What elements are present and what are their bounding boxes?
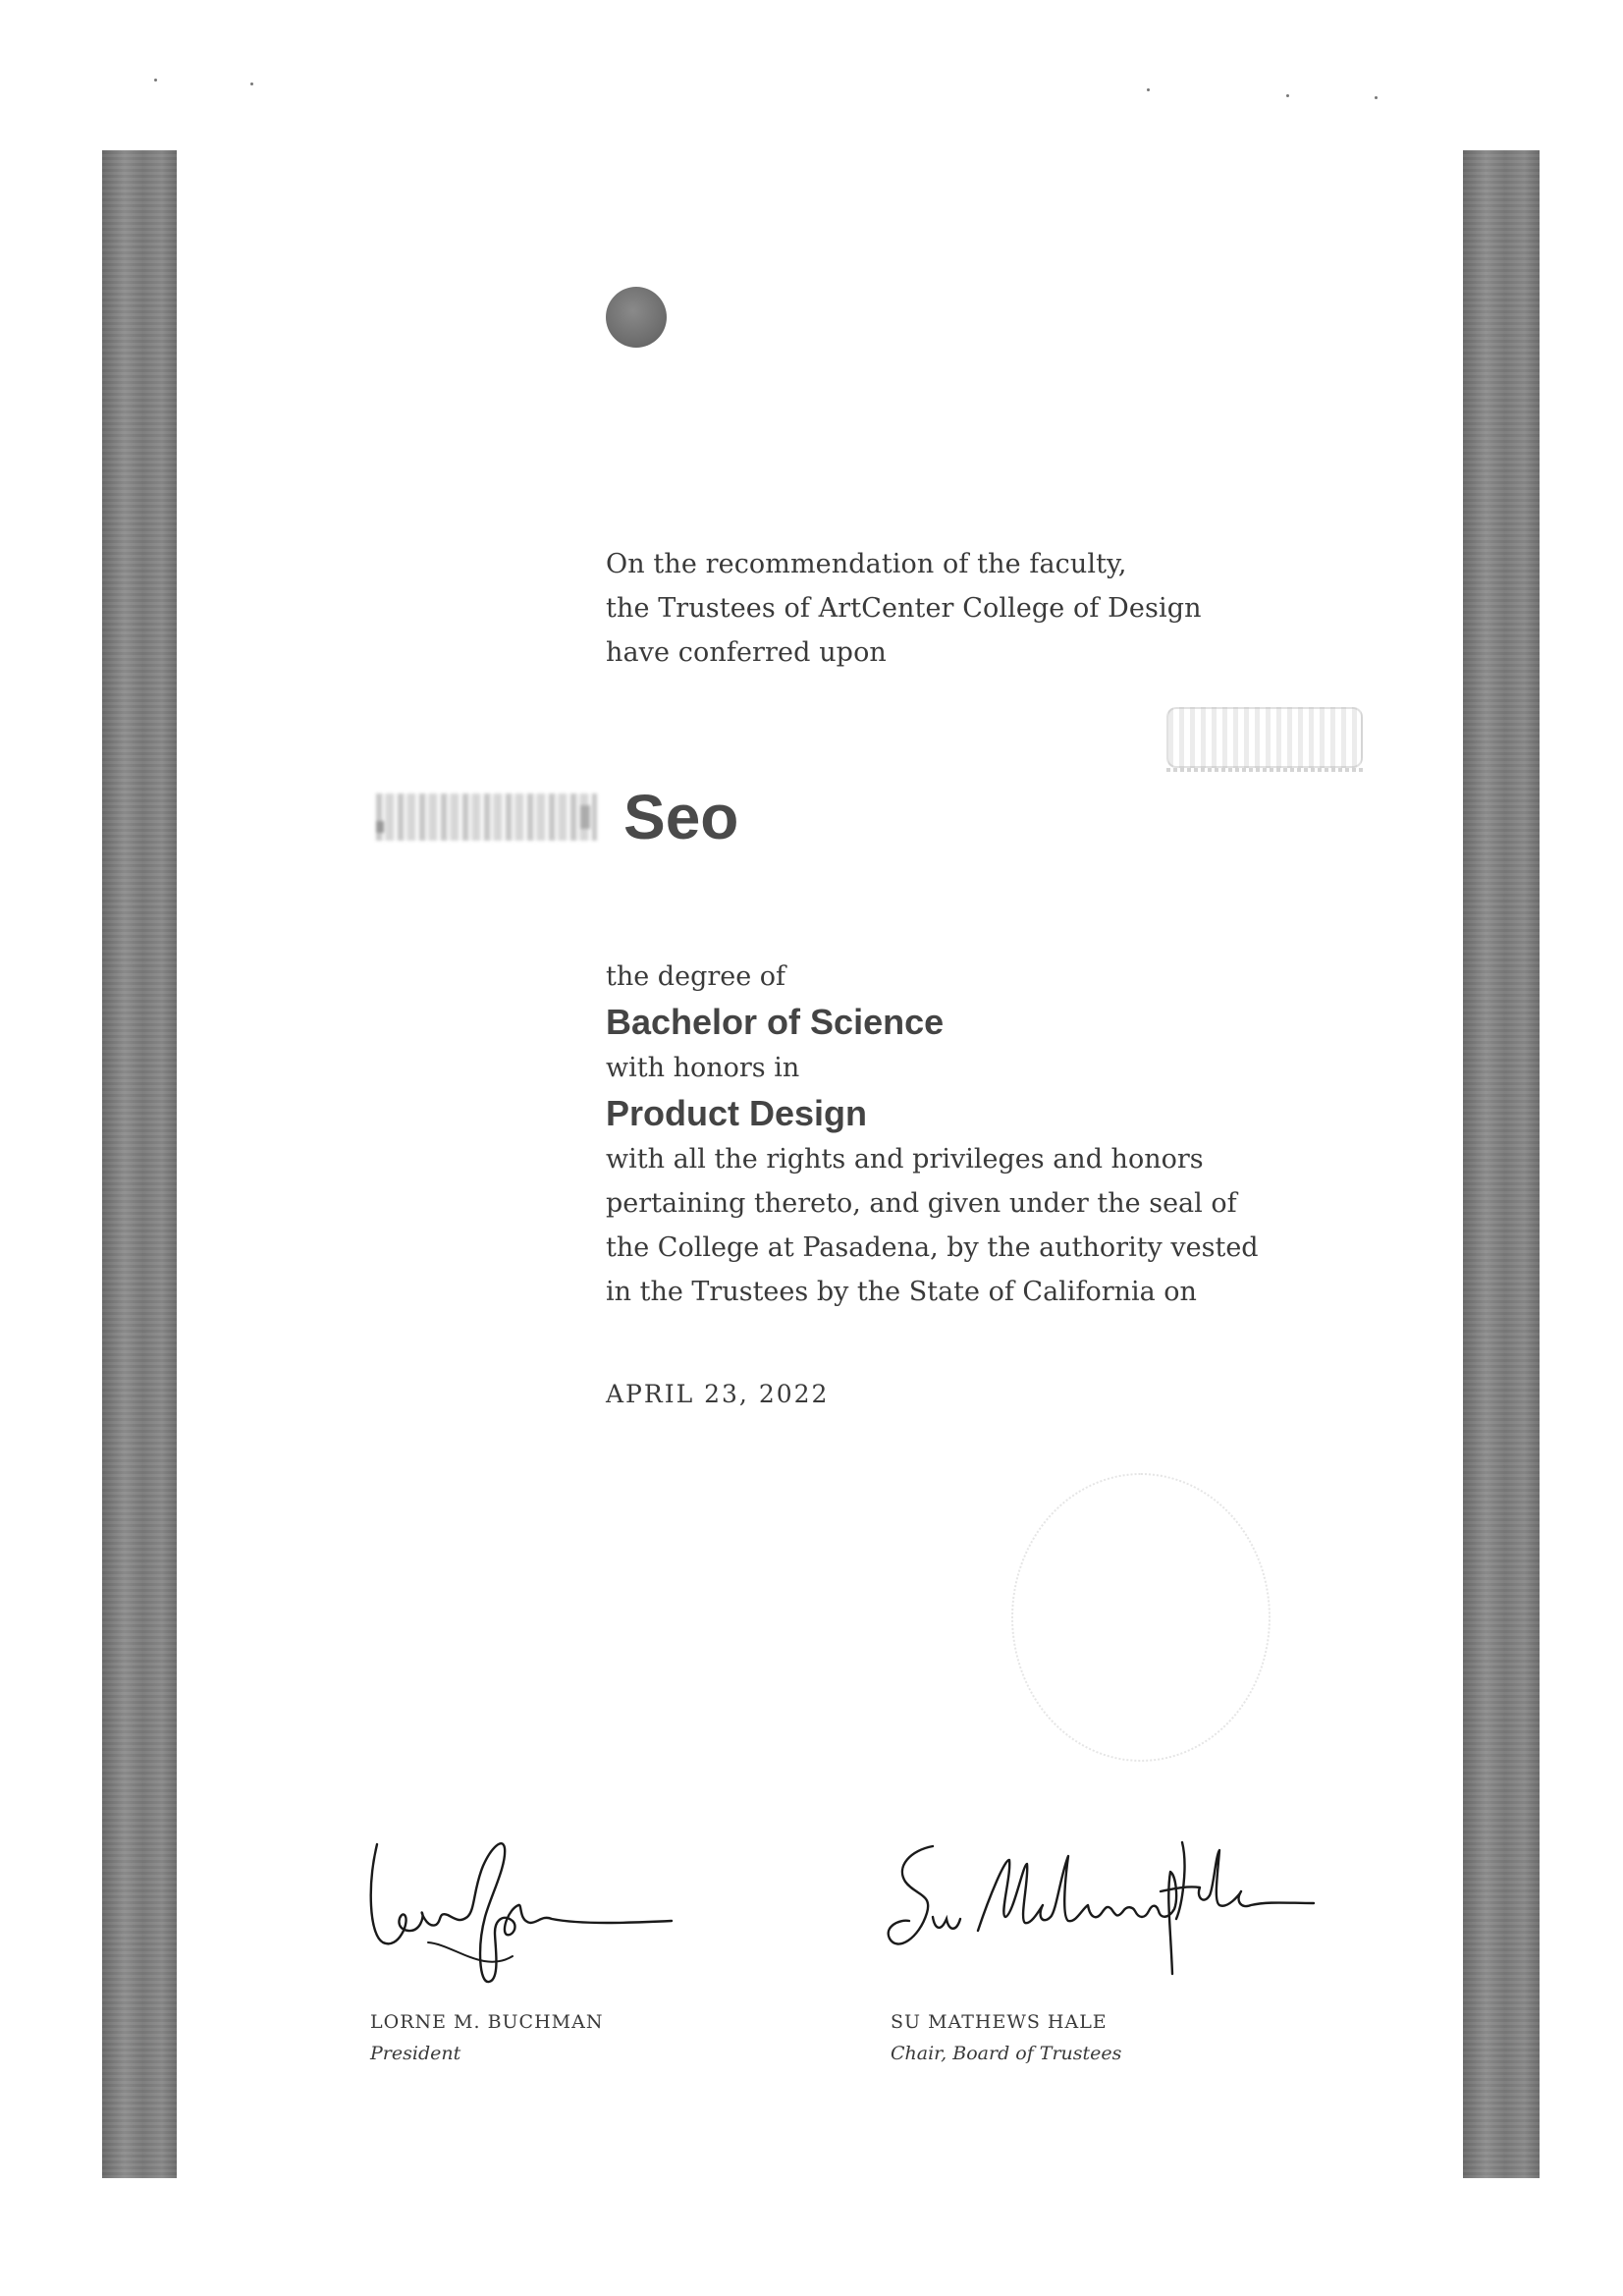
faded-stamp <box>1166 707 1363 768</box>
degree-major: Product Design <box>606 1093 868 1133</box>
intro-line-2: the Trustees of ArtCenter College of Design <box>606 593 1202 624</box>
intro-line-1: On the recommendation of the faculty, <box>606 549 1127 579</box>
signatory-left-name: LORNE M. BUCHMAN <box>370 2011 604 2033</box>
conferral-statement <box>606 542 1293 675</box>
rights-line-3: the College at Pasadena, by the authority vested <box>606 1232 1259 1263</box>
recipient-name <box>376 776 887 864</box>
degree-block <box>606 955 1352 1314</box>
left-border-bar <box>102 150 177 2178</box>
signatory-right-name: SU MATHEWS HALE <box>891 2011 1108 2033</box>
degree-intro: the degree of <box>606 961 786 992</box>
right-border-bar <box>1463 150 1540 2178</box>
honors-line: with honors in <box>606 1053 800 1083</box>
rights-line-1: with all the rights and privileges and honors <box>606 1144 1204 1175</box>
rights-line-4: in the Trustees by the State of California on <box>606 1277 1197 1307</box>
signatory-left <box>370 2006 603 2069</box>
signature-right <box>876 1836 1318 1994</box>
signature-left <box>365 1827 679 1994</box>
embossed-seal <box>1011 1473 1271 1762</box>
degree-title: Bachelor of Science <box>606 1002 945 1042</box>
signatory-right <box>891 2006 1121 2069</box>
rights-line-2: pertaining thereto, and given under the seal of <box>606 1188 1237 1219</box>
conferral-date: APRIL 23, 2022 <box>606 1380 830 1408</box>
redacted-given-name <box>376 793 597 841</box>
recipient-surname: Seo <box>623 782 739 852</box>
intro-line-3: have conferred upon <box>606 637 887 668</box>
signatory-right-title: Chair, Board of Trustees <box>891 2043 1122 2064</box>
signatory-left-title: President <box>370 2043 461 2064</box>
punch-hole-dot <box>606 287 667 348</box>
